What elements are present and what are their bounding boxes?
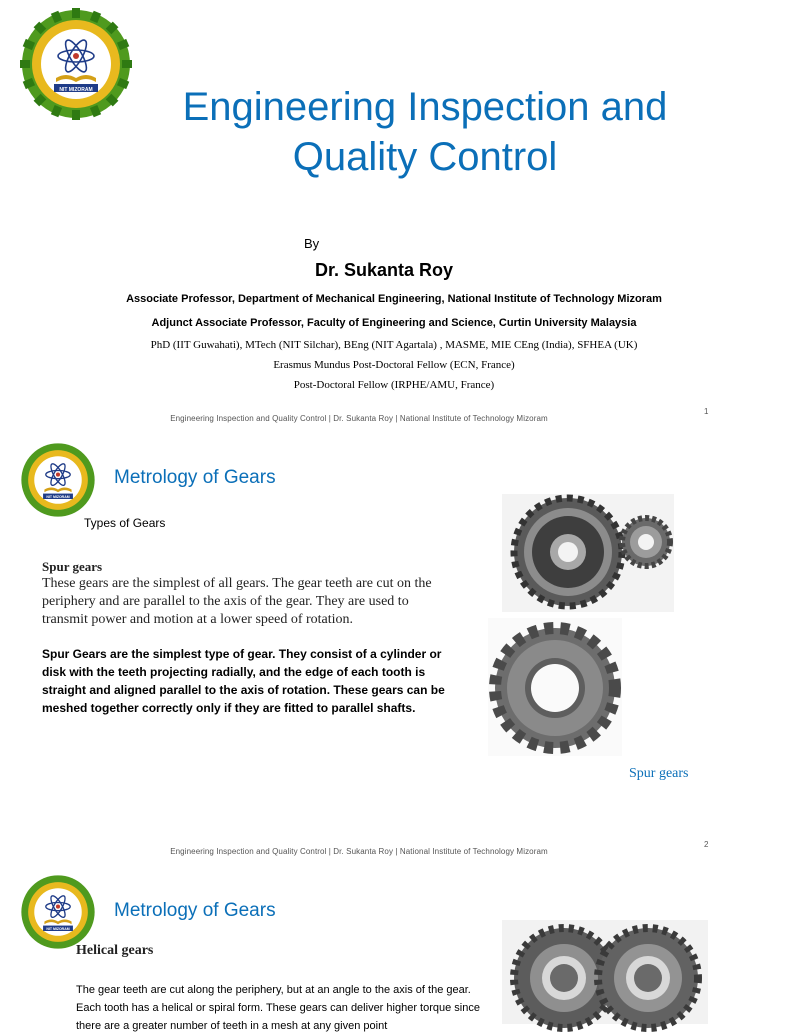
single-spur-gear-image <box>488 618 622 756</box>
topic-heading: Spur gears <box>42 559 103 574</box>
nit-mizoram-logo <box>20 442 96 518</box>
logo-label: NIT MIZORAM <box>46 495 70 499</box>
fellowship-2: Post-Doctoral Fellow (IRPHE/AMU, France) <box>293 379 495 391</box>
affiliation-primary: Associate Professor, Department of Mechanical Engineering, National Institute of Technology Mizoram <box>126 293 662 305</box>
degrees: PhD (IIT Guwahati), MTech (NIT Silchar), BEng (NIT Agartala) , MASME, MIE CEng (India), SFHEA (UK) <box>150 339 638 351</box>
logo-label: NIT MIZORAM <box>46 927 70 931</box>
meshed-spur-gears-image <box>502 494 674 612</box>
section-subtitle: Types of Gears <box>84 516 166 530</box>
topic-paragraph-2: Spur Gears are the simplest type of gear. They consist of a cylinder or disk with the teeth projecting radially, and the edge of each tooth is straight and aligned parallel to the axis of rotation. These gears can be meshed together correctly only if they are fitted to parallel shafts. <box>42 647 445 715</box>
title-line-1: Engineering Inspection and <box>182 85 668 129</box>
by-label: By <box>304 236 320 251</box>
section-title: Metrology of Gears <box>114 900 276 921</box>
topic-paragraph-1: The gear teeth are cut along the periphery, but at an angle to the axis of the gear. Each tooth has a helical or spiral form. These gears can deliver higher torque since there are a greater number of teeth in a mesh at any given point <box>76 984 480 1032</box>
logo-label: NIT MIZORAM <box>59 87 93 93</box>
page-number: 1 <box>704 407 709 416</box>
affiliation-adjunct: Adjunct Associate Professor, Faculty of Engineering and Science, Curtin University Malaysia <box>151 317 637 329</box>
presentation-title <box>100 82 750 182</box>
helical-gears-image <box>502 920 708 1024</box>
slide-footer: Engineering Inspection and Quality Control | Dr. Sukanta Roy | National Institute of Technology Mizoram <box>170 414 548 423</box>
fellowship-1: Erasmus Mundus Post-Doctoral Fellow (ECN, France) <box>273 359 515 371</box>
title-line-2: Quality Control <box>292 135 558 179</box>
section-title: Metrology of Gears <box>114 467 276 488</box>
page-number: 2 <box>704 840 709 849</box>
topic-paragraph-1: These gears are the simplest of all gears. The gear teeth are cut on the periphery and are parallel to the axis of the gear. They are used to transmit power and motion at a lower speed of rotation. <box>42 576 432 627</box>
author-name: Dr. Sukanta Roy <box>314 260 454 280</box>
image-caption: Spur gears <box>629 766 689 781</box>
nit-mizoram-logo <box>20 874 96 950</box>
slide-2 <box>0 432 768 864</box>
topic-heading: Helical gears <box>76 943 154 958</box>
slide-3 <box>0 864 768 1032</box>
slide-1 <box>0 0 768 432</box>
slide-footer: Engineering Inspection and Quality Control | Dr. Sukanta Roy | National Institute of Technology Mizoram <box>170 847 548 856</box>
